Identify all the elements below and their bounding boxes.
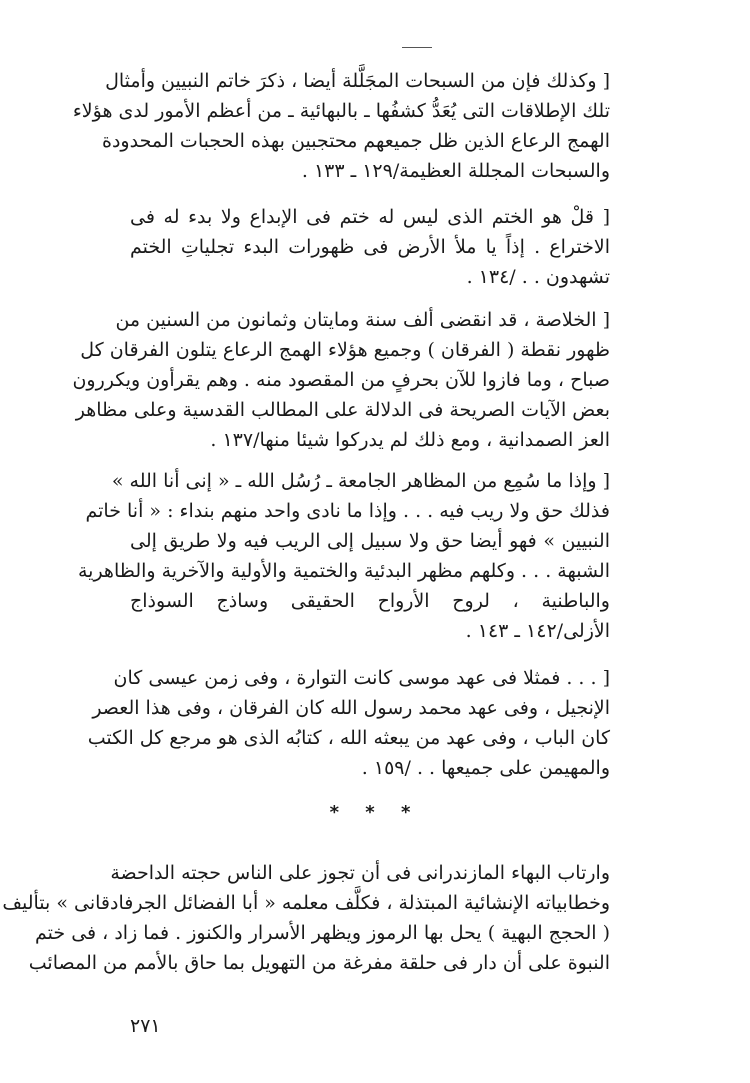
paragraph-line: تلك الإطلاقات التى يُعَدُّ كشفُها ـ بالبهائية ـ من أعظم الأمور لدى هؤلاء xyxy=(72,100,610,122)
section-divider: * * * xyxy=(329,802,421,823)
paragraph-line: [ . . . فمثلا فى عهد موسى كانت التوارة ، وفى زمن عيسى كان xyxy=(113,667,610,689)
paragraph-line: الشبهة . . . وكلهم مظهر البدئية والختمية والأولية والآخرية والظاهرية xyxy=(77,560,610,582)
paragraph-line: ( الحجج البهية ) يحل بها الرموز ويظهر الأسرار والكنوز . فما زاد ، فى ختم xyxy=(35,922,610,944)
paragraph-line: [ وإذا ما سُمِع من المظاهر الجامعة ـ رُسُل الله ـ « إنى أنا الله » xyxy=(111,470,610,492)
paragraph-line: فذلك حق ولا ريب فيه . . . وإذا ما نادى واحد منهم بنداء : « أنا خاتم xyxy=(85,500,610,522)
body-paragraph xyxy=(2,858,610,978)
paragraph-line: وارتاب البهاء المازندرانى فى أن تجوز على الناس حجته الداحضة xyxy=(110,862,610,884)
paragraph-line: الإنجيل ، وفى عهد محمد رسول الله كان الفرقان ، وفى هذا العصر xyxy=(92,697,610,719)
paragraph-line: [ الخلاصة ، قد انقضى ألف سنة ومايتان وثمانون من السنين من xyxy=(115,309,610,331)
paragraph-line: بعض الآيات الصريحة فى الدلالة على المطالب القدسية وعلى مظاهر xyxy=(75,399,610,421)
quote-paragraph-4 xyxy=(77,466,610,646)
paragraph-line: وخطابياته الإنشائية المبتذلة ، فكلَّف معلمه « أبا الفضائل الجرفادقانى » بتأليف xyxy=(2,892,610,914)
paragraph-line: والباطنية ، لروح الأرواح الحقيقى وساذج السوذاج xyxy=(130,590,610,612)
paragraph-line: والمهيمن على جميعها . . /١٥٩ . xyxy=(361,757,610,779)
paragraph-line: الهمج الرعاع الذين ظل جميعهم محتجبين بهذه الحجبات المحدودة xyxy=(102,130,610,152)
quote-paragraph-3 xyxy=(72,305,610,455)
paragraph-line: النبوة على أن دار فى حلقة مفرغة من التهويل بما حاق بالأمم من المصائب xyxy=(28,952,610,974)
quote-paragraph-5 xyxy=(87,663,610,783)
quote-paragraph-2 xyxy=(130,202,610,292)
top-rule xyxy=(402,47,432,48)
paragraph-line: تشهدون . . /١٣٤ . xyxy=(466,266,610,288)
paragraph-line: [ قلْ هو الختم الذى ليس له ختم فى الإبداع ولا بدء له فى xyxy=(130,206,610,228)
paragraph-line: النبيين » فهو أيضا حق ولا سبيل إلى الريب فيه ولا طريق إلى xyxy=(130,530,610,552)
paragraph-line: كان الباب ، وفى عهد من يبعثه الله ، كتابُه الذى هو مرجع كل الكتب xyxy=(87,727,610,749)
page-number: ٢٧١ xyxy=(130,1015,161,1037)
paragraph-line: ظهور نقطة ( الفرقان ) وجميع هؤلاء الهمج الرعاع يتلون الفرقان كل xyxy=(80,339,610,361)
paragraph-line: العز الصمدانية ، ومع ذلك لم يدركوا شيئا منها/١٣٧ . xyxy=(210,429,610,451)
paragraph-line: والسبحات المجللة العظيمة/١٢٩ ـ ١٣٣ . xyxy=(301,160,610,182)
paragraph-line: [ وكذلك فإن من السبحات المجَلَّلة أيضا ، ذكرَ خاتم النبيين وأمثال xyxy=(105,70,610,92)
paragraph-line: الأزلى/١٤٢ ـ ١٤٣ . xyxy=(465,620,610,642)
paragraph-line: صباح ، وما فازوا للآن بحرفٍ من المقصود منه . وهم يقرأون ويكررون xyxy=(72,369,610,391)
quote-paragraph-1 xyxy=(72,66,610,186)
paragraph-line: الاختراع . إذاً يا ملأ الأرض فى ظهورات البدء تجلياتِ الختم xyxy=(130,236,610,258)
